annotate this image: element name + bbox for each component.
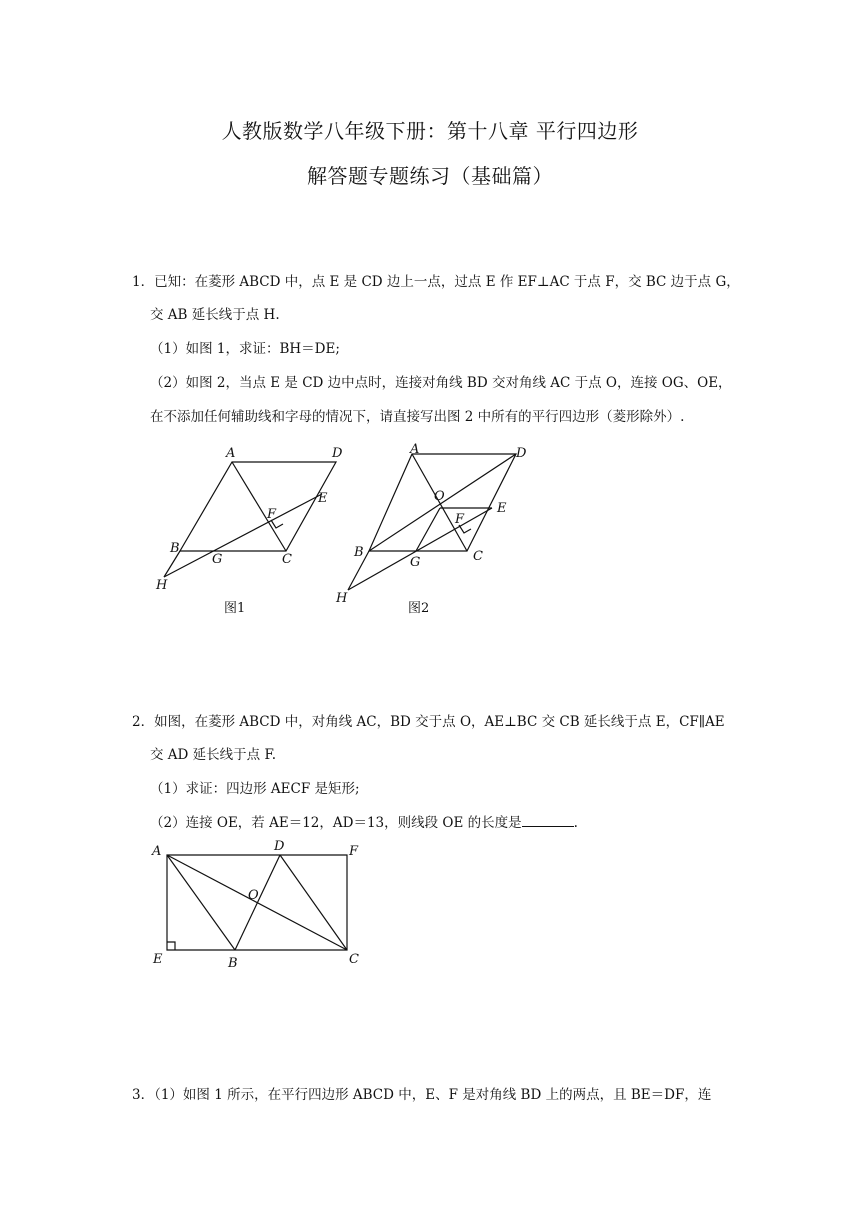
q2-stem-line1: 2．如图，在菱形 ABCD 中，对角线 AC，BD 交于点 O，AE⊥BC 交 CB 延长线于点 E，CF∥AE — [132, 714, 725, 730]
answer-blank[interactable] — [522, 814, 574, 827]
label-a: A — [226, 446, 236, 461]
q1-part1: （1）如图 1，求证：BH＝DE; — [150, 341, 340, 357]
q2-part2-end: . — [573, 815, 578, 831]
label-e: E — [318, 491, 328, 506]
label-d: D — [332, 446, 343, 461]
label-g: G — [410, 555, 421, 570]
q2-part2-text: （2）连接 OE，若 AE＝12，AD＝13，则线段 OE 的长度是 — [150, 815, 522, 831]
caption-figure-2: 图2 — [408, 601, 430, 616]
label-h: H — [156, 578, 168, 593]
side-dc — [280, 855, 347, 950]
q2-part1: （1）求证：四边形 AECF 是矩形; — [150, 781, 360, 797]
q2-stem-line2: 交 AD 延长线于点 F. — [150, 747, 277, 763]
label-a: A — [410, 442, 420, 457]
label-e: E — [153, 952, 163, 967]
label-f: F — [455, 512, 465, 527]
label-f: F — [267, 507, 277, 522]
label-g: G — [212, 552, 223, 567]
label-e: E — [497, 501, 507, 516]
document-title-line1: 人教版数学八年级下册：第十八章 平行四边形 — [221, 119, 639, 143]
label-o: O — [434, 489, 445, 504]
side-ab — [167, 855, 235, 950]
figure-1 — [150, 440, 350, 620]
label-c: C — [349, 952, 359, 967]
label-o: O — [248, 888, 259, 903]
figure-q2 — [145, 835, 375, 975]
label-a: A — [152, 844, 162, 859]
caption-figure-1: 图1 — [224, 601, 246, 616]
label-f: F — [349, 844, 359, 859]
label-b: B — [228, 956, 238, 971]
label-c: C — [473, 549, 483, 564]
right-angle-mark-e — [167, 942, 175, 950]
label-d: D — [274, 839, 285, 854]
document-title-line2: 解答题专题练习（基础篇） — [307, 164, 553, 188]
q1-stem-line2: 交 AB 延长线于点 H. — [150, 307, 280, 323]
label-c: C — [282, 552, 292, 567]
label-b: B — [170, 541, 180, 556]
label-h: H — [336, 591, 348, 606]
q1-part2-line2: 在不添加任何辅助线和字母的情况下，请直接写出图 2 中所有的平行四边形（菱形除外）. — [150, 409, 685, 425]
line-he — [164, 494, 322, 577]
q3-stem-line1: 3．（1）如图 1 所示，在平行四边形 ABCD 中，E、F 是对角线 BD 上的两点，且 BE＝DF，连 — [132, 1087, 712, 1103]
rhombus-abcd — [180, 462, 336, 551]
q1-stem-line1: 1．已知：在菱形 ABCD 中，点 E 是 CD 边上一点，过点 E 作 EF⊥AC 于点 F，交 BC 边于点 G， — [132, 274, 740, 290]
label-d: D — [516, 446, 527, 461]
figure-2 — [330, 440, 550, 620]
label-b: B — [354, 545, 364, 560]
q2-part2 — [150, 811, 578, 831]
q1-part2-line1: （2）如图 2，当点 E 是 CD 边中点时，连接对角线 BD 交对角线 AC 于点 O，连接 OG、OE， — [150, 375, 732, 391]
